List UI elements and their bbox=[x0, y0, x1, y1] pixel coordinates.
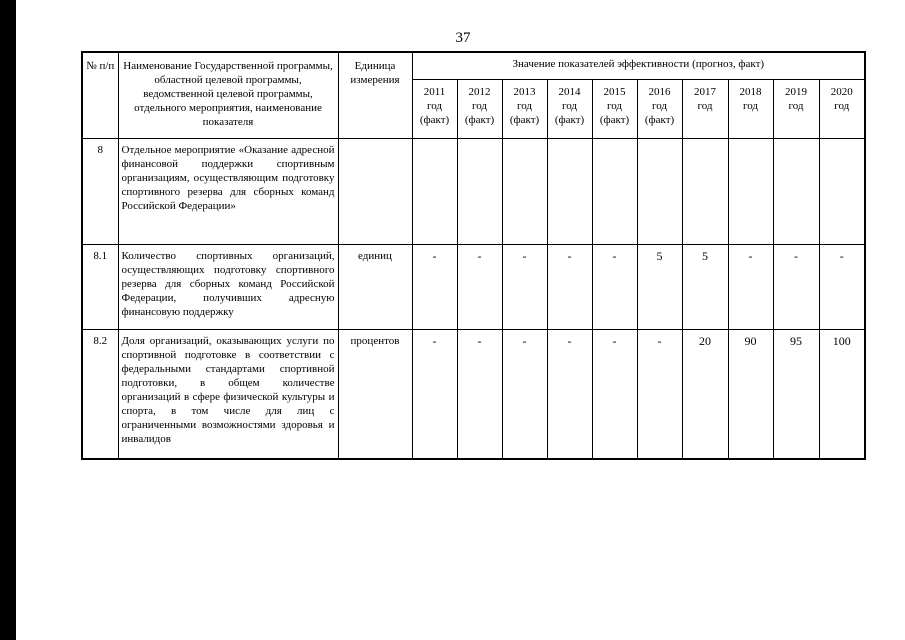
value-cell: - bbox=[728, 245, 773, 330]
indicators-table bbox=[81, 51, 866, 460]
value-cell bbox=[502, 139, 547, 245]
value-cell: - bbox=[412, 330, 457, 460]
page-number: 37 bbox=[455, 30, 471, 46]
header-year-2016: 2016 год (факт) bbox=[637, 80, 682, 139]
value-cell: - bbox=[412, 245, 457, 330]
value-cell: - bbox=[502, 330, 547, 460]
value-cell: 5 bbox=[637, 245, 682, 330]
value-cell bbox=[637, 139, 682, 245]
header-year-2014: 2014 год (факт) bbox=[547, 80, 592, 139]
header-year-2012: 2012 год (факт) bbox=[457, 80, 502, 139]
row-number: 8.2 bbox=[82, 330, 118, 460]
row-unit: процентов bbox=[338, 330, 412, 460]
header-year-2017: 2017 год bbox=[682, 80, 728, 139]
header-row-top bbox=[82, 52, 865, 80]
value-cell: - bbox=[819, 245, 865, 330]
value-cell: - bbox=[457, 330, 502, 460]
value-cell: 95 bbox=[773, 330, 819, 460]
value-cell bbox=[412, 139, 457, 245]
header-year-2020: 2020 год bbox=[819, 80, 865, 139]
row-name: Количество спортивных организаций, осуществляющих подготовку спортивного резерва для сборных команд Российской Федерации, получивших адресную финансовую поддержку bbox=[118, 245, 338, 330]
header-values-group: Значение показателей эффективности (прогноз, факт) bbox=[412, 52, 865, 80]
value-cell: - bbox=[592, 330, 637, 460]
header-unit: Единица измерения bbox=[338, 52, 412, 139]
value-cell bbox=[682, 139, 728, 245]
header-num: № п/п bbox=[82, 52, 118, 139]
value-cell: 90 bbox=[728, 330, 773, 460]
table-row bbox=[82, 330, 865, 460]
table-row bbox=[82, 139, 865, 245]
value-cell: - bbox=[457, 245, 502, 330]
value-cell: 20 bbox=[682, 330, 728, 460]
value-cell: - bbox=[547, 245, 592, 330]
value-cell bbox=[728, 139, 773, 245]
value-cell: - bbox=[592, 245, 637, 330]
scan-edge-bar bbox=[0, 0, 16, 640]
header-year-2019: 2019 год bbox=[773, 80, 819, 139]
row-unit bbox=[338, 139, 412, 245]
value-cell: - bbox=[547, 330, 592, 460]
value-cell: - bbox=[502, 245, 547, 330]
header-name: Наименование Государственной программы, областной целевой программы, ведомственной целевой программы, отдельного мероприятия, наименование показателя bbox=[118, 52, 338, 139]
row-name: Доля организаций, оказывающих услуги по спортивной подготовке в соответствии с федеральными стандартами спортивной подготовки, в общем количестве организаций в сфере физической культуры и спорта, в том числе для лиц с ограниченными возможностями здоровья и инвалидов bbox=[118, 330, 338, 460]
value-cell bbox=[592, 139, 637, 245]
row-number: 8.1 bbox=[82, 245, 118, 330]
value-cell: - bbox=[773, 245, 819, 330]
value-cell bbox=[457, 139, 502, 245]
value-cell: 5 bbox=[682, 245, 728, 330]
value-cell bbox=[547, 139, 592, 245]
header-year-2011: 2011 год (факт) bbox=[412, 80, 457, 139]
table-row bbox=[82, 245, 865, 330]
header-year-2015: 2015 год (факт) bbox=[592, 80, 637, 139]
row-unit: единиц bbox=[338, 245, 412, 330]
row-number: 8 bbox=[82, 139, 118, 245]
value-cell bbox=[819, 139, 865, 245]
value-cell: 100 bbox=[819, 330, 865, 460]
value-cell bbox=[773, 139, 819, 245]
header-year-2018: 2018 год bbox=[728, 80, 773, 139]
value-cell: - bbox=[637, 330, 682, 460]
row-name: Отдельное мероприятие «Оказание адресной финансовой поддержки спортивным организациям, осуществляющим подготовку спортивного резерва для сборных команд Российской Федерации» bbox=[118, 139, 338, 245]
header-year-2013: 2013 год (факт) bbox=[502, 80, 547, 139]
